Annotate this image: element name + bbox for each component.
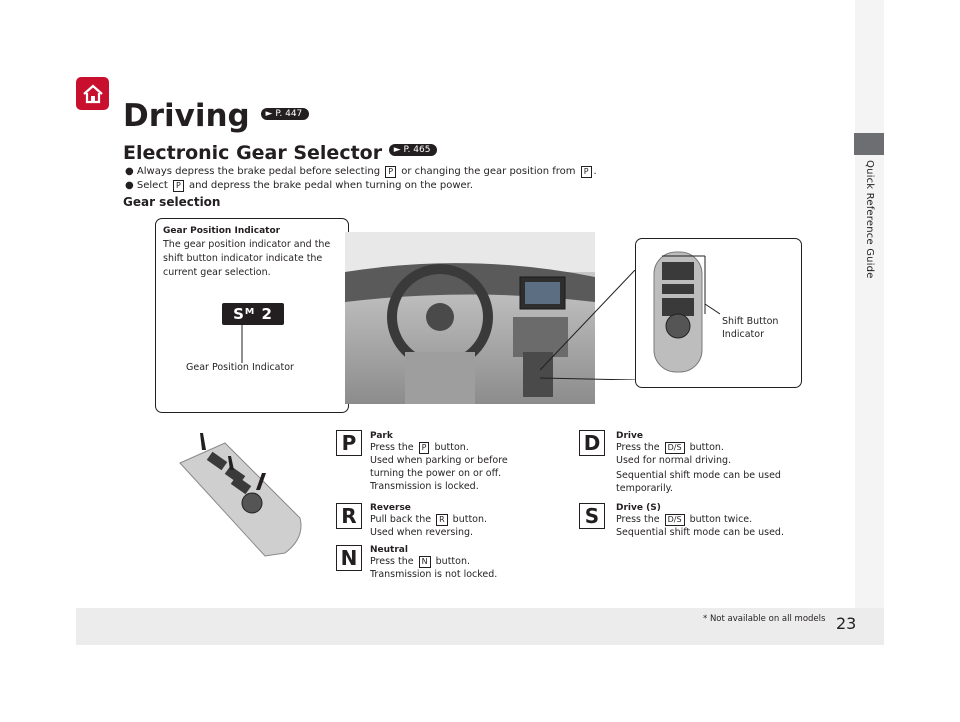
- gear-position-display: Sᴹ 2: [222, 303, 284, 325]
- page-title: Driving ► P. 447: [123, 98, 309, 134]
- home-icon: [82, 84, 104, 104]
- shift-buttons-image: [650, 248, 720, 378]
- page-number: 23: [836, 614, 857, 633]
- home-button[interactable]: [76, 77, 109, 110]
- shift-connector: [540, 270, 640, 380]
- park-letter: P: [336, 430, 362, 456]
- drive-description: Drive Press the D/S button. Used for normal driving. Sequential shift mode can be used temporarily.: [616, 431, 781, 494]
- shift-button-indicator-label: Shift Button Indicator: [722, 316, 779, 340]
- side-bar: [855, 0, 884, 608]
- reverse-description: Reverse Pull back the R button. Used when reversing.: [370, 503, 488, 538]
- drive-s-description: Drive (S) Press the D/S button twice. Sequential shift mode can be used.: [616, 503, 784, 538]
- gear-position-indicator-label: Gear Position Indicator: [186, 362, 294, 373]
- bullet-1: ● Always depress the brake pedal before selecting P or changing the gear position from P .: [125, 166, 597, 177]
- gpi-leader-line: [240, 325, 244, 363]
- drive-letter: D: [579, 430, 605, 456]
- title-page-ref[interactable]: ► P. 447: [261, 108, 310, 120]
- park-description: Park Press the P button. Used when parking or before turning the power on or off. Transmission is locked.: [370, 431, 508, 492]
- side-label: Quick Reference Guide: [864, 160, 875, 279]
- footnote: * Not available on all models: [703, 614, 826, 624]
- reverse-letter: R: [336, 503, 362, 529]
- gear-selection-heading: Gear selection: [123, 195, 221, 209]
- gear-selector-illustration: [170, 428, 305, 558]
- section-subtitle: Electronic Gear Selector ► P. 465: [123, 142, 437, 164]
- drive-s-letter: S: [579, 503, 605, 529]
- bullet-2: ● Select P and depress the brake pedal when turning on the power.: [125, 180, 474, 191]
- side-tab[interactable]: [854, 133, 884, 155]
- callout-title: Gear Position Indicator: [163, 226, 281, 236]
- neutral-description: Neutral Press the N button. Transmission is not locked.: [370, 545, 498, 580]
- subtitle-page-ref[interactable]: ► P. 465: [389, 144, 438, 156]
- callout-text: The gear position indicator and the shift button indicator indicate the current gear selection.: [163, 239, 331, 278]
- neutral-letter: N: [336, 545, 362, 571]
